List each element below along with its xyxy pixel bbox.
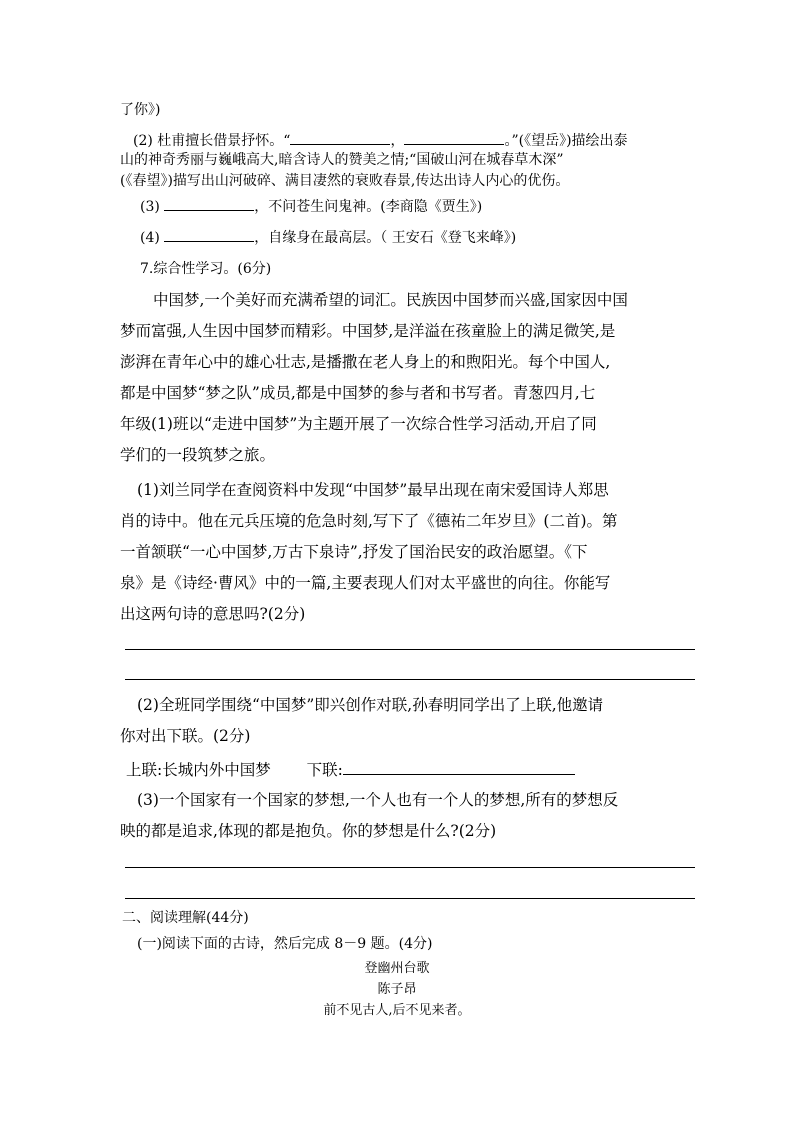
text-fragment: ，不问苍生问鬼神。(李商隐《贾生》) [254, 199, 483, 215]
text-line: 山的神奇秀丽与巍峨高大,暗含诗人的赞美之情;“国破山河在城春草木深” [120, 152, 564, 168]
text-fragment: ， [390, 133, 405, 149]
subsection-heading: (一)阅读下面的古诗，然后完成 8－9 题。(4分) [137, 936, 433, 952]
answer-line[interactable] [125, 898, 695, 899]
answer-blank[interactable] [343, 758, 575, 775]
answer-blank[interactable] [164, 227, 254, 242]
text-fragment: 。”(《望岳》)描绘出泰 [504, 133, 628, 149]
text-fragment: (2) 杜甫擅长借景抒怀。“ [133, 133, 291, 149]
couplet-upper: 上联:长城内外中国梦 [126, 761, 271, 779]
paragraph-line: (2)全班同学围绕“中国梦”即兴创作对联,孙春明同学出了上联,他邀请 [137, 696, 604, 714]
answer-blank[interactable] [290, 130, 390, 145]
paragraph-line: 学们的一段筑梦之旅。 [120, 446, 276, 464]
paragraph-line: (1)刘兰同学在查阅资料中发现“中国梦”最早出现在南宋爱国诗人郑思 [137, 481, 609, 499]
text-fragment: ，自缘身在最高层。（ 王安石《登飞来峰》) [254, 230, 517, 246]
paragraph-line: 你对出下联。(2分) [120, 727, 251, 745]
answer-blank[interactable] [164, 196, 254, 211]
paragraph-line: 泉》是《诗经·曹风》中的一篇,主要表现人们对太平盛世的向往。你能写 [120, 574, 611, 592]
question-line [133, 130, 628, 151]
poem-author: 陈子昂 [377, 982, 417, 997]
section-heading: 二、阅读理解(44分) [122, 910, 249, 926]
paragraph-line: 肖的诗中。他在元兵压境的危急时刻,写下了《德祐二年岁旦》(二首)。第 [120, 512, 618, 530]
text-fragment: (3) [140, 199, 160, 215]
poem-line: 前不见古人,后不见来者。 [323, 1003, 471, 1018]
couplet-line [126, 758, 575, 781]
paragraph-line: 澎湃在青年心中的雄心壮志,是播撒在老人身上的和煦阳光。每个中国人, [120, 353, 611, 371]
answer-line[interactable] [125, 867, 695, 868]
paragraph-line: 出这两句诗的意思吗?(2分) [120, 605, 306, 623]
poem-title: 登幽州台歌 [364, 961, 430, 976]
paragraph-line: 年级(1)班以“走进中国梦”为主题开展了一次综合性学习活动,开启了同 [120, 415, 597, 433]
question-heading: 7.综合性学习。(6分) [140, 261, 272, 277]
answer-line[interactable] [125, 679, 695, 680]
answer-blank[interactable] [404, 130, 504, 145]
text-line: 了你》) [120, 102, 161, 118]
paragraph-line: 梦而富强,人生因中国梦而精彩。中国梦,是洋溢在孩童脸上的满足微笑,是 [120, 322, 616, 340]
question-line [140, 196, 482, 217]
question-line [140, 227, 516, 248]
paragraph-line: 映的都是追求,体现的都是抱负。你的梦想是什么?(2分) [120, 822, 497, 840]
couplet-lower-label: 下联: [306, 761, 343, 779]
paragraph-line: 一首颔联“一心中国梦,万古下泉诗”,抒发了国治民安的政治愿望。《下 [120, 543, 588, 561]
paragraph-line: 都是中国梦“梦之队”成员,都是中国梦的参与者和书写者。青葱四月,七 [120, 384, 596, 402]
answer-line[interactable] [125, 649, 695, 650]
text-fragment: (4) [140, 230, 160, 246]
text-line: (《春望》)描写出山河破碎、满目凄然的衰败春景,传达出诗人内心的优伤。 [120, 173, 570, 189]
paragraph-line: (3)一个国家有一个国家的梦想,一个人也有一个人的梦想,所有的梦想反 [137, 791, 619, 809]
paragraph-line: 中国梦,一个美好而充满希望的词汇。民族因中国梦而兴盛,国家因中国 [153, 291, 628, 309]
